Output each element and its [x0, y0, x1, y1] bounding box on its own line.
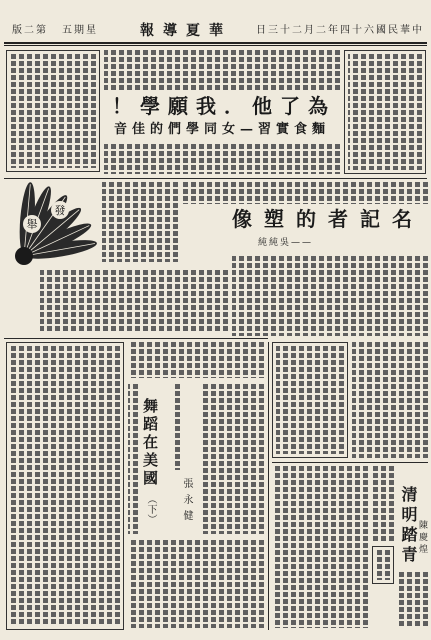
feather-fan-emblem [4, 182, 100, 268]
inset-box [272, 342, 348, 458]
body-text-block [398, 572, 428, 628]
body-text-block [102, 182, 178, 262]
journalist-byline: ——吳純純 [258, 238, 314, 248]
column-rule [268, 342, 269, 630]
body-text-block [10, 54, 96, 168]
body-text-block [10, 346, 120, 626]
body-text-block [180, 182, 428, 204]
inset-box [372, 546, 394, 584]
dance-part-label: （下） [145, 494, 156, 524]
weekday-label: 星期五 [62, 25, 98, 36]
right-sidebar-box [344, 50, 426, 174]
left-sidebar-box [6, 50, 100, 172]
body-text-block [128, 384, 138, 534]
dance-byline: 張永健 [181, 478, 192, 526]
body-text-block [372, 466, 394, 542]
masthead-rule [4, 42, 427, 46]
noodle-headline: 為了他．我願學！ [112, 94, 336, 118]
body-text-block [128, 342, 264, 378]
paper-name: 華夏導報 [140, 23, 232, 39]
body-text-block [128, 540, 264, 628]
body-text-block [232, 256, 428, 336]
emblem-char: 舉 [26, 218, 38, 231]
dance-subtitle-text [172, 384, 180, 470]
edition-label: 第二版 [12, 25, 48, 36]
noodle-subhead: 麵食實習—女同學們的佳音 [114, 122, 331, 137]
emblem-char: 發 [54, 204, 66, 217]
qingming-byline: 陳慶煌 [417, 520, 427, 556]
section-rule [4, 178, 427, 179]
dance-headline: 舞蹈在美國 [141, 398, 159, 488]
journalist-headline: 名記者的塑像 [232, 207, 424, 231]
fan-base [15, 247, 33, 265]
section-rule [4, 338, 268, 339]
left-column-box [6, 342, 124, 630]
body-text-block [376, 550, 390, 580]
body-text-block [200, 384, 264, 534]
section-rule [272, 462, 428, 463]
body-text-block [104, 144, 340, 174]
qingming-headline: 清明踏青 [399, 486, 418, 566]
body-text-block [40, 270, 228, 332]
body-text-block [276, 346, 344, 454]
issue-date: 中華民國六十四年二月二十三日 [256, 25, 424, 36]
body-text-block [352, 342, 428, 458]
body-text-block [104, 50, 340, 92]
body-text-block [272, 466, 368, 628]
body-text-block [348, 54, 422, 170]
